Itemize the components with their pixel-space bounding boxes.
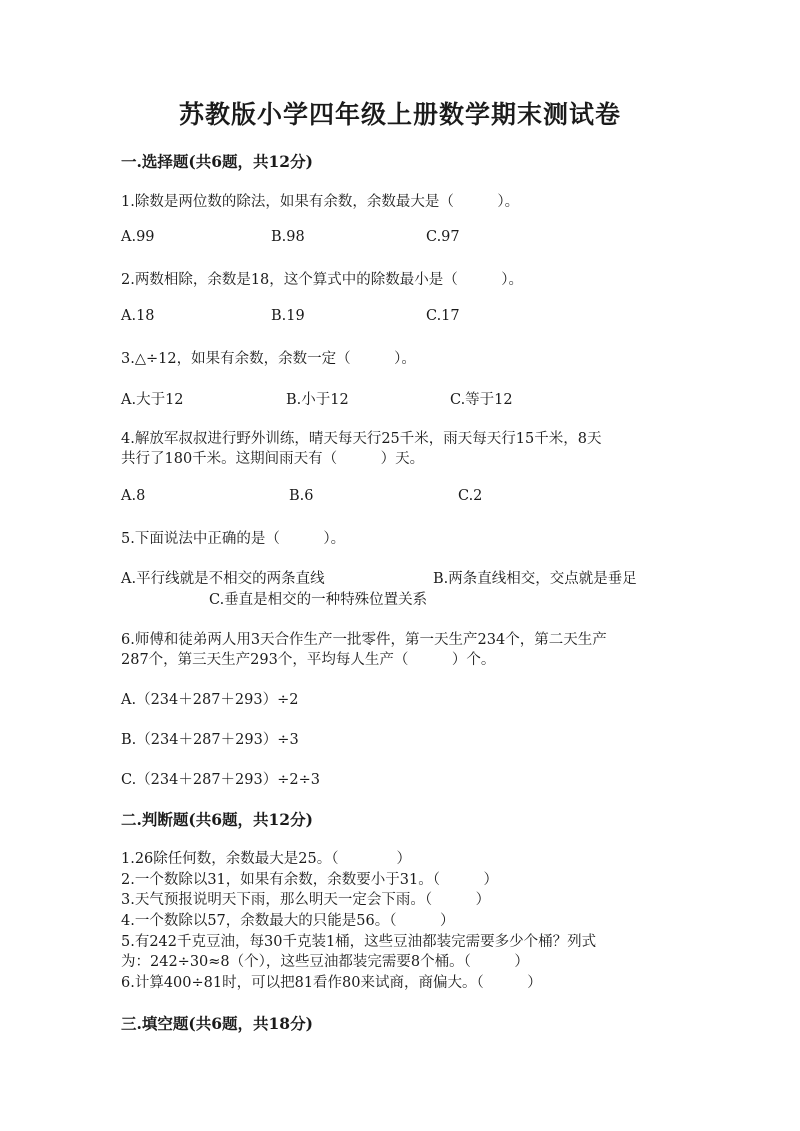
question-6-option-b: B.（234＋287＋293）÷3 xyxy=(121,732,299,748)
judgment-item-5-line-1: 5.有242千克豆油，每30千克装1桶，这些豆油都装完需要多少个桶？列式 xyxy=(121,934,597,950)
judgment-item-2: 2.一个数除以31，如果有余数，余数要小于31。（ ） xyxy=(121,872,498,888)
question-1-option-b: B.98 xyxy=(271,229,305,245)
question-4-stem-line-1: 4.解放军叔叔进行野外训练，晴天每天行25千米，雨天每天行15千米，8天 xyxy=(121,431,602,447)
judgment-item-5-line-2: 为：242÷30≈8（个），这些豆油都装完需要8个桶。（ ） xyxy=(121,954,529,970)
judgment-item-1: 1.26除任何数，余数最大是25。（ ） xyxy=(121,851,411,867)
question-5-stem: 5.下面说法中正确的是（ ）。 xyxy=(121,531,346,547)
question-5-option-b: B.两条直线相交，交点就是垂足 xyxy=(433,571,637,587)
question-6-option-a: A.（234＋287＋293）÷2 xyxy=(121,692,299,708)
question-6-option-c: C.（234＋287＋293）÷2÷3 xyxy=(121,772,320,788)
question-4-option-c: C.2 xyxy=(458,488,483,504)
question-1-option-c: C.97 xyxy=(426,229,460,245)
question-4-option-b: B.6 xyxy=(289,488,314,504)
question-3-option-b: B.小于12 xyxy=(286,392,349,408)
question-3-option-c: C.等于12 xyxy=(450,392,513,408)
question-6-stem-line-2: 287个，第三天生产293个，平均每人生产（ ）个。 xyxy=(121,652,496,668)
judgment-item-3: 3.天气预报说明天下雨，那么明天一定会下雨。（ ） xyxy=(121,892,491,908)
question-3-stem: 3.△÷12，如果有余数，余数一定（ ）。 xyxy=(121,351,416,367)
question-2-option-b: B.19 xyxy=(271,308,305,324)
question-5-option-a: A.平行线就是不相交的两条直线 xyxy=(121,571,325,587)
judgment-item-4: 4.一个数除以57，余数最大的只能是56。（ ） xyxy=(121,913,455,929)
question-2-option-c: C.17 xyxy=(426,308,460,324)
question-4-option-a: A.8 xyxy=(121,488,146,504)
section-heading-true-false: 二.判断题(共6题，共12分) xyxy=(121,810,313,829)
question-2-option-a: A.18 xyxy=(121,308,155,324)
question-4-stem-line-2: 共行了180千米。这期间雨天有（ ）天。 xyxy=(121,451,425,467)
question-1-option-a: A.99 xyxy=(121,229,155,245)
question-3-option-a: A.大于12 xyxy=(121,392,184,408)
exam-title: 苏教版小学四年级上册数学期末测试卷 xyxy=(178,100,621,129)
question-6-stem-line-1: 6.师傅和徒弟两人用3天合作生产一批零件，第一天生产234个，第二天生产 xyxy=(121,632,607,648)
question-1-stem: 1.除数是两位数的除法，如果有余数，余数最大是（ ）。 xyxy=(121,194,520,210)
judgment-item-6: 6.计算400÷81时，可以把81看作80来试商，商偏大。（ ） xyxy=(121,975,542,991)
question-5-option-c: C.垂直是相交的一种特殊位置关系 xyxy=(209,592,428,608)
section-heading-fill-in: 三.填空题(共6题，共18分) xyxy=(121,1014,313,1033)
section-heading-multiple-choice: 一.选择题(共6题，共12分) xyxy=(121,152,313,171)
question-2-stem: 2.两数相除，余数是18，这个算式中的除数最小是（ ）。 xyxy=(121,272,524,288)
